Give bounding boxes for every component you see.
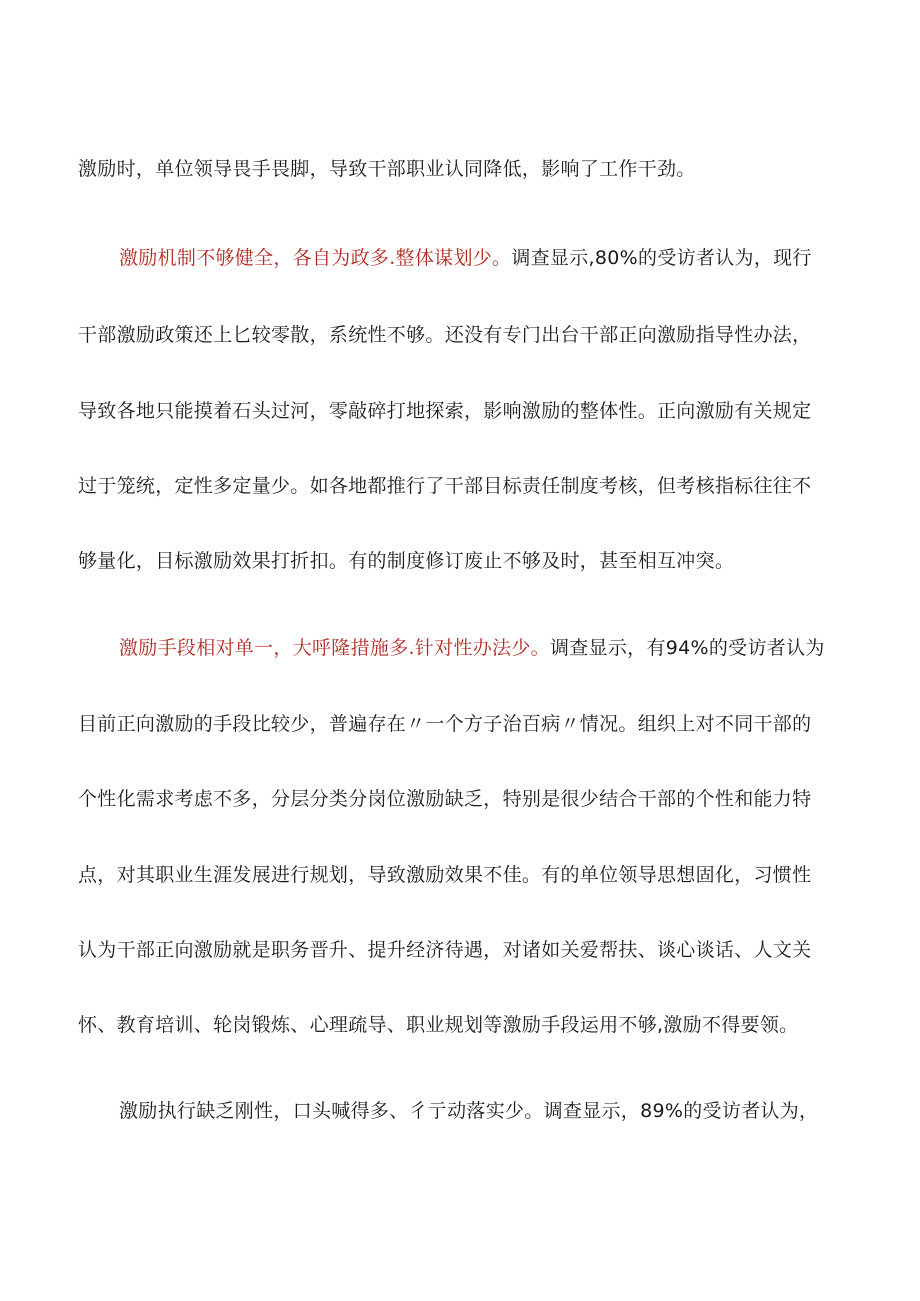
section-heading-incentive-mechanism: 激励机制不够健全，各自为政多.整体谋划少。 [119, 247, 512, 269]
paragraph-3-line-2: 目前正向激励的手段比较少，普遍存在〃一个方子治百病〃情况。组织上对不同干部的 [78, 713, 812, 735]
paragraph-4-line-1: 激励执行缺乏刚性，口头喊得多、彳亍动落实少。调查显示，89%的受访者认为， [119, 1100, 819, 1122]
paragraph-2-line-3: 导致各地只能摸着石头过河，零敲碎打地探索，影响激励的整体性。正向激励有关规定 [78, 400, 812, 422]
paragraph-3-line-6: 怀、教育培训、轮岗锻炼、心理疏导、职业规划等激励手段运用不够,激励不得要领。 [78, 1014, 799, 1036]
paragraph-3-line-1 [119, 635, 848, 661]
paragraph-1-line-1: 激励时，单位领导畏手畏脚，导致干部职业认同降低，影响了工作干劲。 [78, 158, 696, 180]
paragraph-2-line-5: 够量化，目标激励效果打折扣。有的制度修订废止不够及时，甚至相互冲突。 [78, 550, 735, 572]
paragraph-3-line-5: 认为干部正向激励就是职务晋升、提升经济待遇，对诸如关爱帮扶、谈心谈话、人文关 [78, 939, 812, 961]
paragraph-2-body-start: 调查显示,80%的受访者认为，现行 [511, 247, 812, 269]
paragraph-2-line-2: 干部激励政策还上匕较零散，系统性不够。还没有专门出台干部正向激励指导性办法， [78, 324, 812, 346]
section-heading-incentive-means: 激励手段相对单一，大呼隆措施多.针对性办法少。 [119, 637, 550, 659]
paragraph-3-body-start: 调查显示，有94%的受访者认为 [549, 637, 825, 659]
paragraph-3-line-4: 点，对其职业生涯发展进行规划，导致激励效果不佳。有的单位领导思想固化，习惯性 [78, 864, 812, 886]
paragraph-2-line-1 [119, 245, 848, 271]
paragraph-3-line-3: 个性化需求考虑不多，分层分类分岗位激励缺乏，特别是很少结合干部的个性和能力特 [78, 788, 812, 810]
paragraph-2-line-4: 过于笼统，定性多定量少。如各地都推行了干部目标责任制度考核，但考核指标往往不 [78, 475, 812, 497]
